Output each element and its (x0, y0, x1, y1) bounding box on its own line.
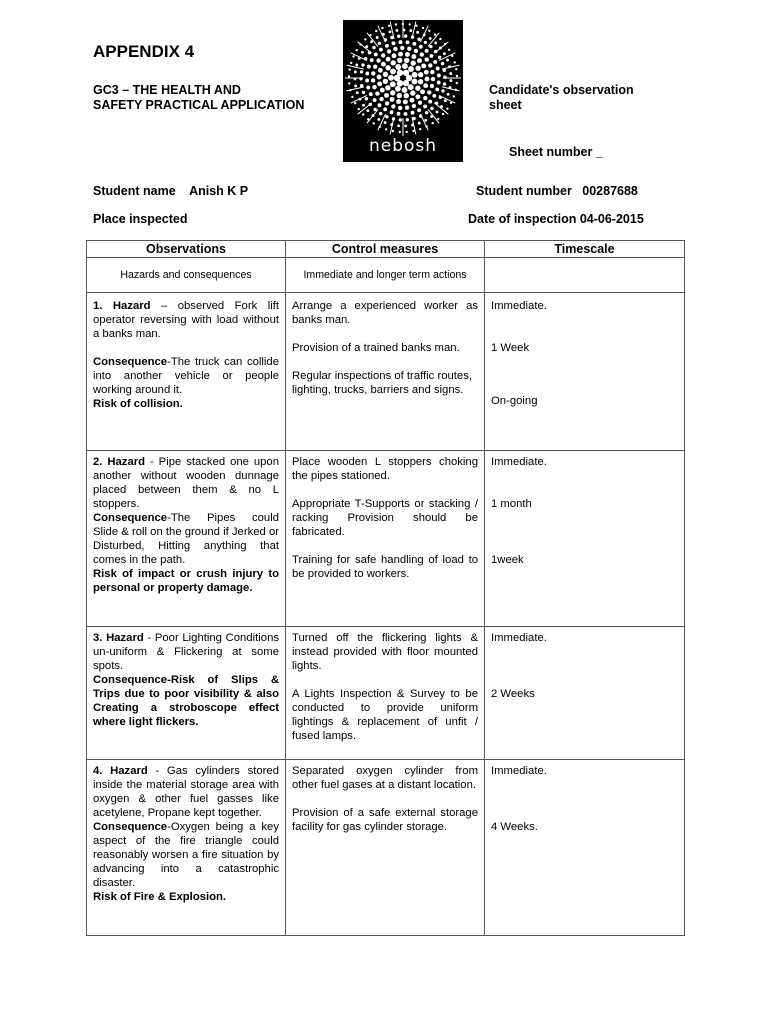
timescale-value: 1 Week (491, 342, 530, 354)
consequence-text: -The truck can collide into another vehicle or people working around it. (93, 356, 279, 396)
hazard-number: 1. Hazard (93, 300, 151, 312)
hazard-number: 3. Hazard (93, 632, 144, 644)
observation-table (86, 240, 685, 936)
consequence-label: Consequence (93, 821, 168, 833)
control-measure: Place wooden L stoppers choking the pipes stationed. (292, 456, 478, 482)
control-measure: Training for safe handling of load to be provided to workers. (292, 554, 478, 580)
observation-cell (87, 293, 286, 451)
hazard-number: 2. Hazard (93, 456, 146, 468)
course-title (93, 83, 353, 113)
student-number-row (476, 184, 638, 198)
course-title-line1: GC3 – THE HEALTH AND (93, 83, 241, 97)
student-number-value: 00287688 (582, 184, 638, 198)
control-measure: Appropriate T-Supports or stacking / racking Provision should be fabricated. (292, 498, 478, 538)
subheader-timescale (485, 258, 685, 293)
table-row (87, 451, 685, 627)
header-timescale: Timescale (485, 241, 685, 258)
consequence-label: Consequence (93, 512, 168, 524)
sheet-title-line2: sheet (489, 98, 522, 112)
consequence-label: Consequence (93, 674, 168, 686)
nebosh-logo (343, 20, 463, 162)
control-measure: Provision of a trained banks man. (292, 342, 460, 354)
risk-text: Risk of collision. (93, 398, 183, 410)
control-measure: Arrange a experienced worker as banks man. (292, 300, 478, 326)
student-name-label: Student name (93, 184, 176, 198)
header-observations: Observations (87, 241, 286, 258)
sheet-number: Sheet number _ (509, 145, 603, 159)
subheader-actions: Immediate and longer term actions (286, 258, 485, 293)
table-row (87, 293, 685, 451)
date-row (468, 212, 644, 226)
consequence-label: Consequence (93, 356, 168, 368)
control-measure: Regular inspections of traffic routes, lighting, trucks, barriers and signs. (292, 370, 473, 396)
student-name-row (93, 184, 248, 198)
sheet-title-line1: Candidate's observation (489, 83, 634, 97)
table-header-row (87, 241, 685, 258)
course-title-line2: SAFETY PRACTICAL APPLICATION (93, 98, 305, 112)
timescale-value: 2 Weeks (491, 688, 535, 700)
sheet-title (489, 83, 669, 113)
control-measure: A Lights Inspection & Survey to be conducted to provide uniform lightings & replacement of unfit / fused lamps. (292, 688, 478, 742)
timescale-cell (485, 451, 685, 627)
consequence-text: -The Pipes could Slide & roll on the ground if Jerked or Disturbed, Hitting anything that comes in the path. (93, 512, 279, 566)
logo-text: nebosh (368, 136, 438, 156)
observation-cell (87, 760, 286, 936)
risk-text: -Risk of Slips & Trips due to poor visibility & also Creating a stroboscope effect where light flickers. (93, 674, 279, 728)
timescale-value: Immediate. (491, 456, 547, 468)
control-measure: Turned off the flickering lights & instead provided with floor mounted lights. (292, 632, 478, 672)
place-inspected-label: Place inspected (93, 212, 188, 226)
control-cell (286, 451, 485, 627)
subheader-hazards: Hazards and consequences (87, 258, 286, 293)
hazard-number: 4. Hazard (93, 765, 148, 777)
control-cell (286, 293, 485, 451)
consequence-text: -Oxygen being a key aspect of the fire triangle could reasonably worsen a fire situation by advancing into a catastrophic disaster. (93, 821, 279, 889)
timescale-value: On-going (491, 395, 538, 407)
date-value: 04-06-2015 (579, 212, 644, 226)
observation-cell (87, 627, 286, 760)
observation-cell (87, 451, 286, 627)
control-cell (286, 760, 485, 936)
timescale-value: 4 Weeks. (491, 821, 538, 833)
appendix-title: APPENDIX 4 (93, 42, 195, 61)
hazard-text: - Poor Lighting Conditions un-uniform & Flickering at some spots. (93, 632, 279, 672)
timescale-value: 1week (491, 554, 524, 566)
timescale-value: Immediate. (491, 765, 547, 777)
header-control-measures: Control measures (286, 241, 485, 258)
hazard-text: - Pipe stacked one upon another without wooden dunnage placed between them & no L stoppers. (93, 456, 279, 510)
control-measure: Separated oxygen cylinder from other fuel gases at a distant location. (292, 765, 478, 791)
table-row (87, 627, 685, 760)
risk-text: Risk of impact or crush injury to personal or property damage. (93, 568, 279, 594)
control-cell (286, 627, 485, 760)
hazard-text: – observed Fork lift operator reversing with load without a banks man. (93, 300, 279, 340)
timescale-value: 1 month (491, 498, 532, 510)
control-measure: Provision of a safe external storage facility for gas cylinder storage. (292, 807, 478, 833)
starburst-icon (343, 20, 463, 138)
timescale-cell (485, 293, 685, 451)
timescale-value: Immediate. (491, 632, 547, 644)
timescale-cell (485, 760, 685, 936)
hazard-text: - Gas cylinders stored inside the material storage area with oxygen & other fuel gasses like acetylene, Propane kept together. (93, 765, 279, 819)
student-number-label: Student number (476, 184, 572, 198)
date-label: Date of inspection (468, 212, 577, 226)
student-name-value: Anish K P (189, 184, 249, 198)
timescale-value: Immediate. (491, 300, 547, 312)
table-row (87, 760, 685, 936)
timescale-cell (485, 627, 685, 760)
risk-text: Risk of Fire & Explosion. (93, 891, 227, 903)
table-subheader-row (87, 258, 685, 293)
